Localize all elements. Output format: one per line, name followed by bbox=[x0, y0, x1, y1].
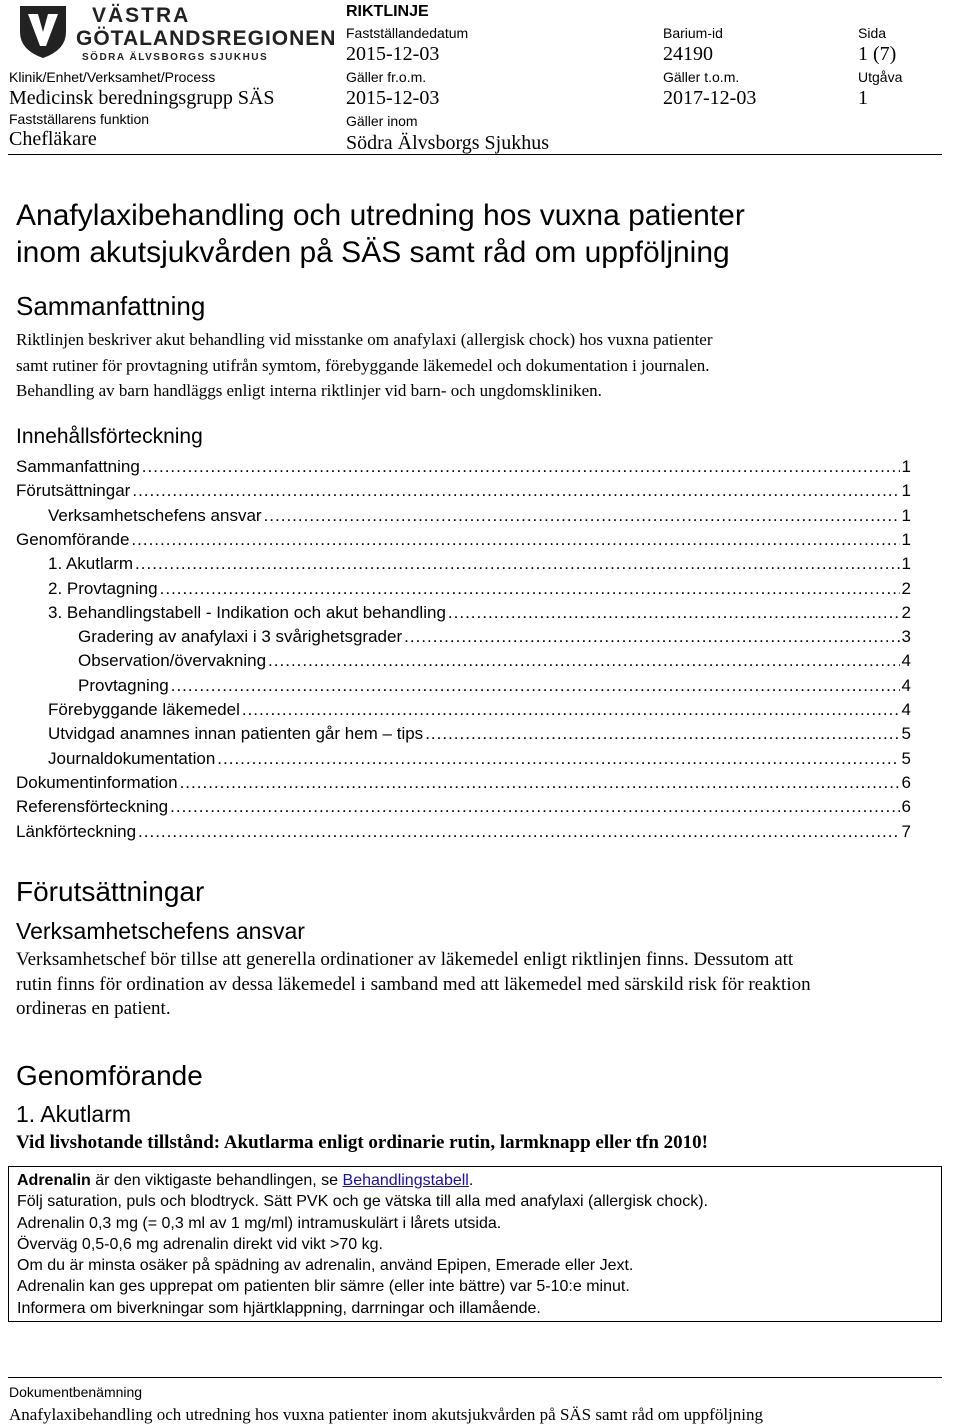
toc-entry-title: 3. Behandlingstabell - Indikation och akut behandling bbox=[48, 602, 446, 622]
forut-subheading: Verksamhetschefens ansvar bbox=[16, 918, 305, 944]
adrenalin-box bbox=[8, 1166, 942, 1322]
toc-entry-title: 1. Akutlarm bbox=[48, 554, 134, 574]
summary-heading: Sammanfattning bbox=[16, 291, 206, 321]
box-line-first bbox=[17, 1170, 933, 1191]
from-label: Gäller fr.o.m. bbox=[346, 69, 427, 85]
summary-line: Riktlinjen beskriver akut behandling vid misstanke om anafylaxi (allergisk chock) hos vuxna patienter bbox=[16, 330, 713, 349]
toc-entry-page: 5 bbox=[901, 724, 911, 744]
toc-leader-dots bbox=[132, 480, 899, 502]
forut-line: Verksamhetschef bör tillse att generella ordinationer av läkemedel enligt riktlinjen finns. Dessutom att bbox=[16, 949, 794, 970]
box-line: Överväg 0,5-0,6 mg adrenalin direkt vid vikt >70 kg. bbox=[17, 1235, 383, 1253]
footer-value: Anafylaxibehandling och utredning hos vuxna patienter inom akutsjukvården på SÄS samt råd om uppföljning bbox=[9, 1405, 763, 1424]
summary-line: samt rutiner för provtagning utifrån symtom, förebyggande läkemedel och dokumentation i journalen. bbox=[16, 356, 710, 375]
toc-leader-dots bbox=[131, 529, 899, 551]
toc-entry-title: Verksamhetschefens ansvar bbox=[48, 505, 262, 525]
toc-entry-page: 3 bbox=[901, 627, 911, 647]
toc-leader-dots bbox=[404, 626, 899, 648]
toc-entry-title: Sammanfattning bbox=[16, 457, 140, 476]
footer-label: Dokumentbenämning bbox=[9, 1384, 143, 1400]
doc-title-line2: inom akutsjukvården på SÄS samt råd om uppföljning bbox=[16, 236, 730, 269]
toc-entry[interactable] bbox=[16, 796, 911, 818]
toc-entry[interactable] bbox=[48, 748, 911, 770]
klinik-label: Klinik/Enhet/Verksamhet/Process bbox=[9, 69, 216, 85]
toc-entry-title: Länkförteckning bbox=[16, 821, 137, 841]
toc-heading: Innehållsförteckning bbox=[16, 425, 203, 448]
toc-entry-page: 2 bbox=[901, 602, 911, 622]
toc-entry[interactable] bbox=[48, 553, 911, 575]
toc-entry-page: 1 bbox=[901, 457, 911, 476]
toc-entry-title: Referensförteckning bbox=[16, 797, 169, 817]
from-value: 2015-12-03 bbox=[346, 87, 440, 109]
akutlarm-heading: 1. Akutlarm bbox=[16, 1101, 132, 1127]
forut-heading: Förutsättningar bbox=[16, 876, 205, 907]
toc-leader-dots bbox=[242, 699, 900, 721]
vgr-logo bbox=[14, 2, 337, 64]
toc-entry[interactable] bbox=[16, 772, 911, 794]
toc-entry-page: 4 bbox=[901, 651, 911, 671]
box-line: Adrenalin 0,3 mg (= 0,3 ml av 1 mg/ml) intramuskulärt i lårets utsida. bbox=[17, 1214, 502, 1232]
barium-label: Barium-id bbox=[663, 25, 723, 41]
toc-entry-page: 6 bbox=[901, 772, 911, 792]
toc-entry-title: Förebyggande läkemedel bbox=[48, 700, 240, 719]
fastst-value: 2015-12-03 bbox=[346, 43, 440, 65]
toc-leader-dots bbox=[142, 456, 900, 478]
toc-entry[interactable] bbox=[48, 723, 911, 745]
box-first-text: är den viktigaste behandlingen, se bbox=[90, 1172, 343, 1189]
toc-leader-dots bbox=[160, 578, 900, 600]
funktion-label: Fastställarens funktion bbox=[9, 111, 150, 127]
toc-entry-page: 2 bbox=[901, 578, 911, 598]
tom-value: 2017-12-03 bbox=[663, 87, 757, 109]
toc-entry[interactable] bbox=[78, 675, 911, 697]
toc-leader-dots bbox=[217, 748, 899, 770]
toc-entry-page: 7 bbox=[901, 821, 911, 841]
sida-label: Sida bbox=[858, 25, 887, 41]
summary-line: Behandling av barn handläggs enligt interna riktlinjer vid barn- och ungdomskliniken. bbox=[16, 381, 602, 400]
toc-entry-title: Journaldokumentation bbox=[48, 748, 216, 768]
inom-value: Södra Älvsborgs Sjukhus bbox=[346, 132, 549, 154]
toc-entry[interactable] bbox=[16, 480, 911, 502]
forut-line: ordineras en patient. bbox=[16, 998, 171, 1019]
box-line: Följ saturation, puls och blodtryck. Sätt PVK och ge vätska till alla med anafylaxi (allergisk chock). bbox=[17, 1193, 708, 1211]
utgava-value: 1 bbox=[858, 87, 868, 109]
barium-value: 24190 bbox=[663, 43, 713, 65]
vgr-emblem-icon bbox=[14, 2, 72, 60]
toc-leader-dots bbox=[448, 602, 900, 624]
toc-entry[interactable] bbox=[16, 529, 911, 551]
box-line: Adrenalin kan ges upprepat om patienten blir sämre (eller inte bättre) var 5-10:e minut. bbox=[17, 1278, 630, 1296]
toc-entry[interactable] bbox=[16, 821, 911, 843]
logo-line2: GÖTALANDSREGIONEN bbox=[76, 27, 337, 50]
toc-entry-page: 1 bbox=[901, 554, 911, 574]
toc-entry-title: Genomförande bbox=[16, 529, 130, 549]
toc-leader-dots bbox=[171, 675, 900, 697]
genom-heading: Genomförande bbox=[16, 1060, 203, 1091]
toc-leader-dots bbox=[170, 796, 899, 818]
toc-entry-page: 4 bbox=[901, 675, 911, 695]
toc-entry-title: Observation/övervakning bbox=[78, 651, 267, 671]
toc-entry[interactable] bbox=[48, 602, 911, 624]
utgava-label: Utgåva bbox=[858, 69, 903, 85]
box-first-end: . bbox=[468, 1172, 474, 1189]
toc-entry-page: 6 bbox=[901, 797, 911, 817]
footer-divider bbox=[8, 1377, 942, 1378]
doc-type: RIKTLINJE bbox=[346, 3, 429, 20]
toc-entry-page: 4 bbox=[901, 700, 911, 719]
toc-entry-page: 5 bbox=[901, 748, 911, 768]
toc-entry-page: 1 bbox=[901, 481, 911, 501]
box-bold-adrenalin: Adrenalin bbox=[17, 1172, 91, 1189]
inom-label: Gäller inom bbox=[346, 113, 418, 129]
toc-entry[interactable] bbox=[16, 456, 911, 478]
toc-leader-dots bbox=[264, 505, 900, 527]
toc-entry-title: Gradering av anafylaxi i 3 svårighetsgrader bbox=[78, 627, 403, 647]
box-line: Informera om biverkningar som hjärtklappning, darrningar och illamående. bbox=[17, 1299, 541, 1317]
toc-leader-dots bbox=[180, 772, 900, 794]
toc-entry-page: 1 bbox=[901, 529, 911, 549]
fastst-label: Fastställandedatum bbox=[346, 25, 469, 41]
toc-leader-dots bbox=[135, 553, 899, 575]
toc-entry[interactable] bbox=[78, 650, 911, 672]
header-divider bbox=[8, 154, 942, 155]
toc-entry-title: Utvidgad anamnes innan patienten går hem – tips bbox=[48, 724, 424, 744]
toc-entry[interactable] bbox=[48, 699, 911, 721]
doc-title-line1: Anafylaxibehandling och utredning hos vuxna patienter bbox=[16, 199, 745, 232]
toc-entry-title: Provtagning bbox=[78, 675, 169, 695]
funktion-value: Chefläkare bbox=[9, 128, 97, 150]
akutlarm-instruction: Vid livshotande tillstånd: Akutlarma enligt ordinarie rutin, larmknapp eller tfn 2010! bbox=[16, 1132, 708, 1153]
logo-line3: SÖDRA ÄLVSBORGS SJUKHUS bbox=[82, 52, 269, 63]
tom-label: Gäller t.o.m. bbox=[663, 69, 740, 85]
toc-entry-title: Dokumentinformation bbox=[16, 772, 178, 792]
toc-entry-title: 2. Provtagning bbox=[48, 578, 158, 598]
behandlingstabell-link[interactable]: Behandlingstabell bbox=[342, 1172, 469, 1189]
forut-line: rutin finns för ordination av dessa läkemedel i samband med att läkemedel med särskild risk för reaktion bbox=[16, 974, 811, 995]
toc-entry[interactable] bbox=[78, 626, 911, 648]
toc-entry[interactable] bbox=[48, 505, 911, 527]
box-line: Om du är minsta osäker på spädning av adrenalin, använd Epipen, Emerade eller Jext. bbox=[17, 1257, 634, 1275]
klinik-value: Medicinsk beredningsgrupp SÄS bbox=[9, 87, 275, 109]
toc-entry[interactable] bbox=[48, 578, 911, 600]
sida-value: 1 (7) bbox=[858, 43, 897, 65]
toc-entry-page: 1 bbox=[901, 505, 911, 525]
logo-line1: VÄSTRA bbox=[92, 4, 191, 27]
toc-entry-title: Förutsättningar bbox=[16, 481, 131, 501]
toc-leader-dots bbox=[268, 650, 899, 672]
toc-leader-dots bbox=[425, 723, 899, 745]
toc-leader-dots bbox=[138, 821, 900, 843]
